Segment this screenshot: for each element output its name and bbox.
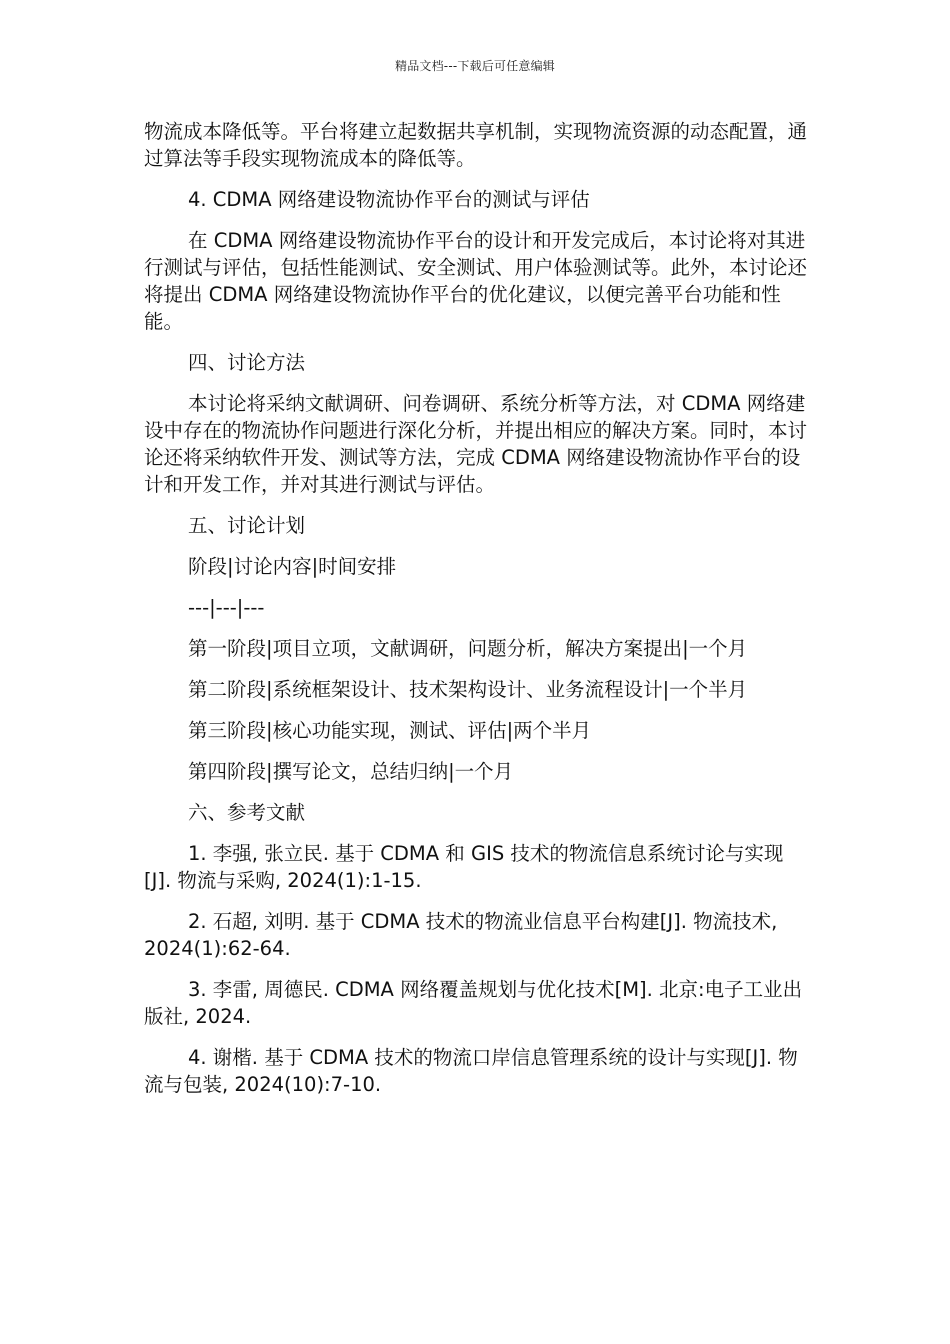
plan-table-row: 第三阶段|核心功能实现，测试、评估|两个半月 (188, 719, 592, 742)
plan-table-header: 阶段|讨论内容|时间安排 (188, 555, 397, 578)
reference-item: 2. 石超, 刘明. 基于 CDMA 技术的物流业信息平台构建[J]. 物流技术, 2024(1):62-64. (144, 910, 778, 960)
paragraph-testing: 在 CDMA 网络建设物流协作平台的设计和开发完成后，本讨论将对其进行测试与评估，包括性能测试、安全测试、用户体验测试等。此外，本讨论还将提出 CDMA 网络建设物流协作平台的优化建议，以便完善平台功能和性能。 (144, 229, 808, 333)
section-heading-plan: 五、讨论计划 (188, 514, 306, 537)
paragraph-methods: 本讨论将采纳文献调研、问卷调研、系统分析等方法，对 CDMA 网络建设中存在的物流协作问题进行深化分析，并提出相应的解决方案。同时，本讨论还将采纳软件开发、测试等方法，完成 CDMA 网络建设物流协作平台的设计和开发工作，并对其进行测试与评估。 (144, 392, 808, 496)
reference-item: 4. 谢楷. 基于 CDMA 技术的物流口岸信息管理系统的设计与实现[J]. 物流与包装, 2024(10):7-10. (144, 1046, 798, 1096)
plan-table-separator: ---|---|--- (188, 596, 265, 619)
plan-table-row: 第二阶段|系统框架设计、技术架构设计、业务流程设计|一个半月 (188, 678, 748, 701)
plan-table (144, 553, 810, 785)
plan-table-row: 第一阶段|项目立项，文献调研，问题分析，解决方案提出|一个月 (188, 637, 748, 660)
plan-table-row: 第四阶段|撰写论文，总结归纳|一个月 (188, 760, 514, 783)
reference-item: 3. 李雷, 周德民. CDMA 网络覆盖规划与优化技术[M]. 北京:电子工业出版社, 2024. (144, 978, 803, 1028)
reference-list (144, 840, 810, 1098)
reference-item: 1. 李强, 张立民. 基于 CDMA 和 GIS 技术的物流信息系统讨论与实现[J]. 物流与采购, 2024(1):1-15. (144, 842, 784, 892)
section-heading-testing: 4. CDMA 网络建设物流协作平台的测试与评估 (188, 188, 590, 211)
document-body (144, 118, 810, 1112)
paragraph-cost-reduction: 物流成本降低等。平台将建立起数据共享机制，实现物流资源的动态配置，通过算法等手段实现物流成本的降低等。 (144, 120, 808, 170)
section-heading-methods: 四、讨论方法 (188, 351, 306, 374)
page-header: 精品文档---下载后可任意编辑 (395, 59, 555, 73)
section-heading-references: 六、参考文献 (188, 801, 306, 824)
